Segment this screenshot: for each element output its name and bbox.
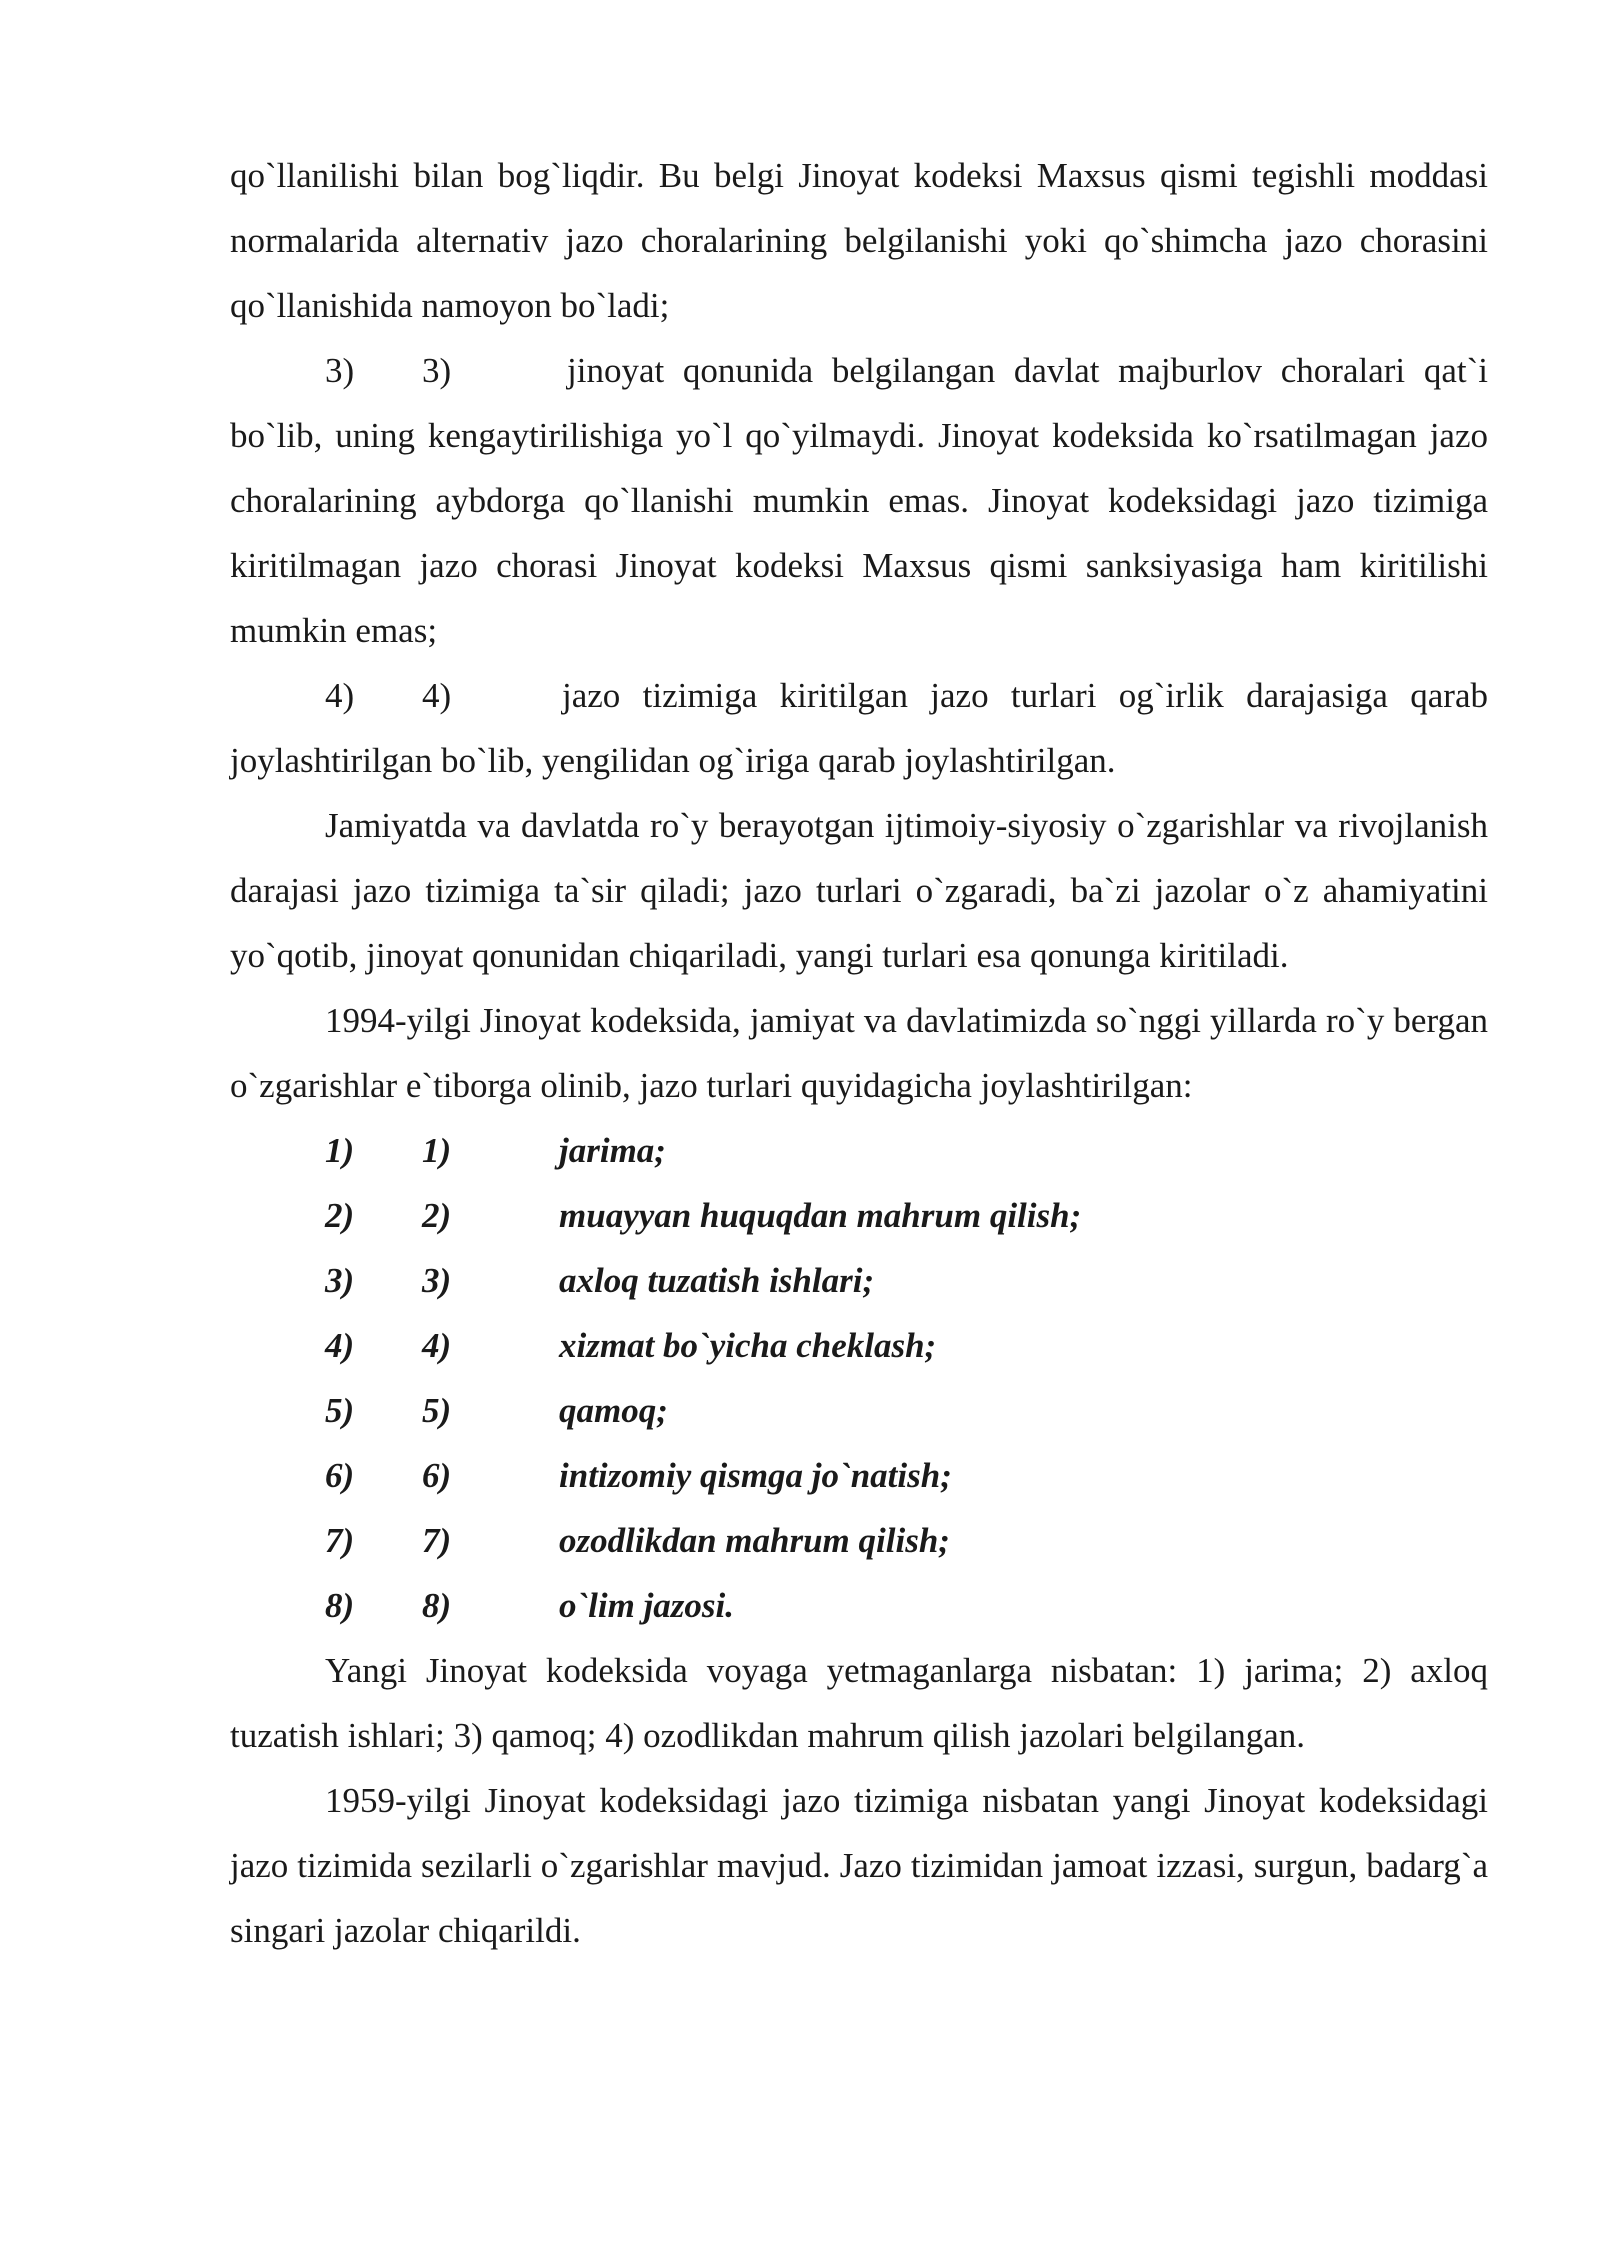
list-text: muayyan huquqdan mahrum qilish;	[559, 1196, 1082, 1235]
list-text: ozodlikdan mahrum qilish;	[559, 1521, 950, 1560]
list-number: 1)	[325, 1131, 355, 1170]
paragraph-1959-code: 1959-yilgi Jinoyat kodeksidagi jazo tizimiga nisbatan yangi Jinoyat kodeksidagi jazo tizimida sezilarli o`zgarishlar mavjud. Jazo tizimidan jamoat izzasi, surgun, badarg`a singari jazolar chiqarildi.	[230, 1781, 1488, 1950]
list-number-duplicate: 3)	[422, 1261, 452, 1300]
item-text: jinoyat qonunida belgilangan davlat majburlov choralari qat`i bo`lib, uning kengaytirilishiga yo`l qo`yilmaydi. Jinoyat kodeksida ko`rsatilmagan jazo choralarining aybdorga qo`llanishi mumkin emas. Jinoyat kodeksidagi jazo tizimiga kiritilmagan jazo chorasi Jinoyat kodeksi Maxsus qismi sanksiyasiga ham kiritilishi mumkin emas;	[230, 351, 1488, 650]
list-item	[230, 1443, 1488, 1508]
item-number-duplicate: 3)	[422, 351, 452, 390]
numbered-item-4	[230, 663, 1488, 793]
list-text: intizomiy qismga jo`natish;	[559, 1456, 952, 1495]
list-number: 2)	[325, 1196, 355, 1235]
list-number-duplicate: 6)	[422, 1456, 452, 1495]
list-number: 8)	[325, 1586, 355, 1625]
item-number-duplicate: 4)	[422, 676, 452, 715]
list-item	[230, 1313, 1488, 1378]
numbered-item-3	[230, 338, 1488, 663]
document-body	[230, 143, 1488, 1963]
list-number-duplicate: 7)	[422, 1521, 452, 1560]
list-number-duplicate: 1)	[422, 1131, 452, 1170]
list-item	[230, 1378, 1488, 1443]
punishment-list	[230, 1118, 1488, 1638]
paragraph-society: Jamiyatda va davlatda ro`y berayotgan ijtimoiy-siyosiy o`zgarishlar va rivojlanish darajasi jazo tizimiga ta`sir qiladi; jazo turlari o`zgaradi, ba`zi jazolar o`z ahamiyatini yo`qotib, jinoyat qonunidan chiqariladi, yangi turlari esa qonunga kiritiladi.	[230, 806, 1488, 975]
paragraph-intro: qo`llanilishi bilan bog`liqdir. Bu belgi Jinoyat kodeksi Maxsus qismi tegishli moddasi normalarida alternativ jazo choralarining belgilanishi yoki qo`shimcha jazo chorasini qo`llanishida namoyon bo`ladi;	[230, 156, 1488, 325]
list-number-duplicate: 5)	[422, 1391, 452, 1430]
list-item	[230, 1508, 1488, 1573]
list-item	[230, 1118, 1488, 1183]
item-text: jazo tizimiga kiritilgan jazo turlari og`irlik darajasiga qarab joylashtirilgan bo`lib, yengilidan og`iriga qarab joylashtirilgan.	[230, 676, 1488, 780]
list-number-duplicate: 4)	[422, 1326, 452, 1365]
item-number: 3)	[325, 351, 355, 390]
list-text: qamoq;	[559, 1391, 668, 1430]
list-number-duplicate: 2)	[422, 1196, 452, 1235]
list-number: 7)	[325, 1521, 355, 1560]
list-text: jarima;	[559, 1131, 666, 1170]
list-text: axloq tuzatish ishlari;	[559, 1261, 875, 1300]
list-text: o`lim jazosi.	[559, 1586, 735, 1625]
paragraph-1994-code: 1994-yilgi Jinoyat kodeksida, jamiyat va davlatimizda so`nggi yillarda ro`y bergan o`zgarishlar e`tiborga olinib, jazo turlari quyidagicha joylashtirilgan:	[230, 1001, 1488, 1105]
item-number: 4)	[325, 676, 355, 715]
list-item	[230, 1248, 1488, 1313]
list-number: 4)	[325, 1326, 355, 1365]
list-item	[230, 1183, 1488, 1248]
list-number: 6)	[325, 1456, 355, 1495]
list-item	[230, 1573, 1488, 1638]
list-number: 3)	[325, 1261, 355, 1300]
list-number: 5)	[325, 1391, 355, 1430]
list-text: xizmat bo`yicha cheklash;	[559, 1326, 937, 1365]
paragraph-minors: Yangi Jinoyat kodeksida voyaga yetmaganlarga nisbatan: 1) jarima; 2) axloq tuzatish ishlari; 3) qamoq; 4) ozodlikdan mahrum qilish jazolari belgilangan.	[230, 1651, 1488, 1755]
list-number-duplicate: 8)	[422, 1586, 452, 1625]
